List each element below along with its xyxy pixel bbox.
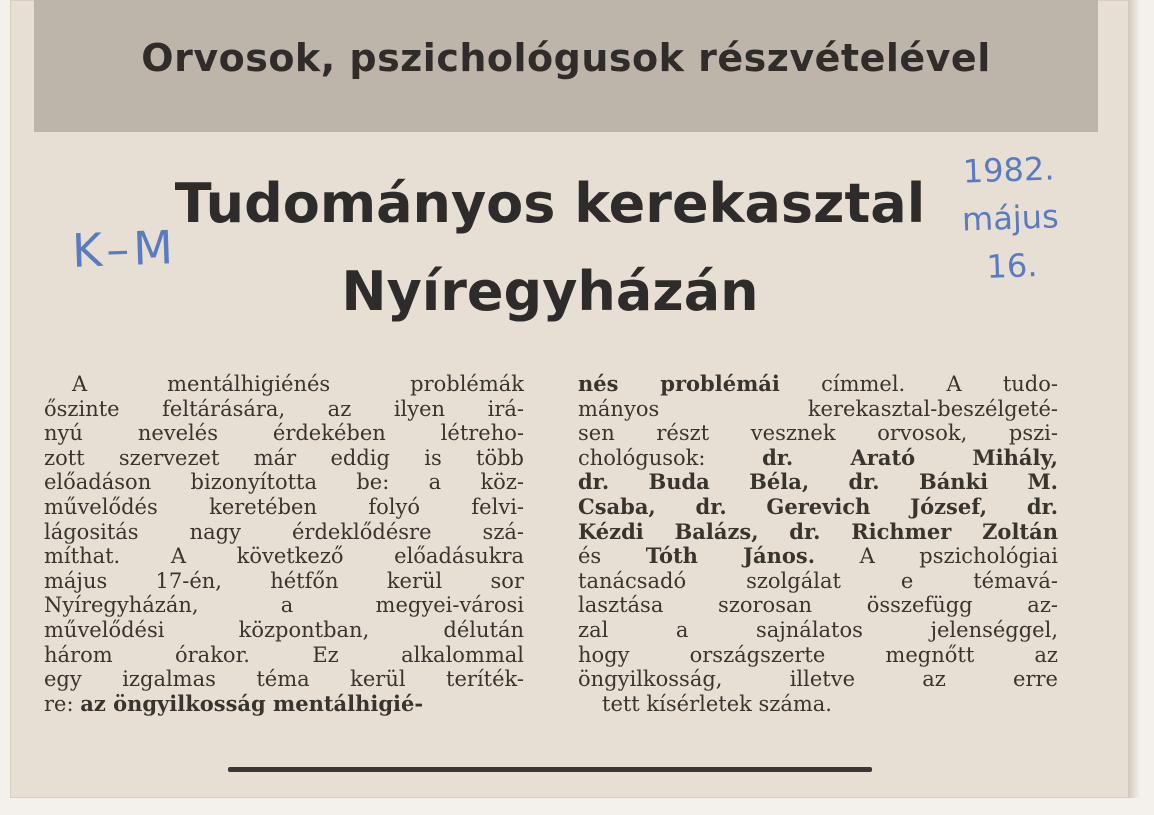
participant-names: Kézdi Balázs, dr. Richmer Zoltán	[578, 518, 1058, 544]
text-line: művelődési központban, délután	[44, 617, 524, 642]
newspaper-clipping	[10, 0, 1140, 798]
handwritten-day: 16.	[985, 246, 1039, 286]
headline-line-1: Tudományos kerekasztal	[174, 172, 926, 235]
text-line: sen részt vesznek orvosok, pszi-	[578, 421, 1058, 446]
divider-rule	[228, 767, 872, 772]
text-line: Nyíregyházán, a megyei-városi	[44, 593, 524, 618]
kicker-band	[34, 0, 1098, 132]
text-line: zal a sajnálatos jelenséggel,	[578, 617, 1058, 642]
participant-names: Csaba, dr. Gerevich József, dr.	[578, 493, 1058, 519]
text-line: előadáson bizonyította be: a köz-	[44, 470, 524, 495]
text-line: tanácsadó szolgálat e témavá-	[578, 568, 1058, 593]
text-line: zott szervezet már eddig is több	[44, 445, 524, 470]
text-fragment: chológusok:	[578, 445, 706, 470]
text-line: nyú nevelés érdekében létreho-	[44, 421, 524, 446]
text-line: A mentálhigiénés problémák	[72, 372, 524, 396]
text-line: május 17-én, hétfőn kerül sor	[44, 568, 524, 593]
text-line: lasztása szorosan összefügg az-	[578, 593, 1058, 618]
text-fragment: címmel. A tudo-	[821, 372, 1058, 396]
text-line	[578, 372, 1058, 397]
participant-names: dr. Buda Béla, dr. Bánki M.	[578, 469, 1058, 495]
participant-names: Tóth János.	[645, 543, 816, 569]
participant-names: dr. Arató Mihály,	[762, 444, 1058, 470]
text-line	[44, 692, 524, 717]
text-line: három órakor. Ez alkalommal	[44, 642, 524, 667]
text-fragment: A pszichológiai	[859, 544, 1058, 569]
article-column-left	[44, 372, 524, 716]
text-line: művelődés keretében folyó felvi-	[44, 494, 524, 519]
text-line	[578, 470, 1058, 495]
handwritten-code: K–M	[71, 220, 178, 278]
text-line	[578, 495, 1058, 520]
text-line: tett kísérletek száma.	[602, 691, 832, 716]
kicker-title: Orvosok, pszichológusok részvételével	[141, 36, 991, 80]
text-line: egy izgalmas téma kerül teríték-	[44, 667, 524, 692]
text-line: míthat. A következő előadásukra	[44, 544, 524, 569]
text-line: lágositás nagy érdeklődésre szá-	[44, 519, 524, 544]
handwritten-year: 1982.	[962, 149, 1056, 191]
text-line: mányos kerekasztal-beszélgeté-	[578, 396, 1058, 421]
bold-topic: az öngyilkosság mentálhigié-	[80, 690, 424, 716]
handwritten-month: május	[961, 197, 1060, 239]
article-column-right	[578, 372, 1058, 716]
handwritten-date	[960, 144, 1062, 291]
text-fragment: re:	[44, 691, 74, 716]
bold-topic-end: nés problémái	[578, 371, 780, 396]
text-line: hogy országszerte megnőtt az	[578, 642, 1058, 667]
headline-line-2: Nyíregyházán	[341, 260, 759, 323]
headline	[130, 160, 970, 336]
text-line	[578, 446, 1058, 471]
text-line: öngyilkosság, illetve az erre	[578, 667, 1058, 692]
text-fragment: és	[578, 544, 602, 569]
text-line	[578, 544, 1058, 569]
text-line: őszinte feltárására, az ilyen irá-	[44, 396, 524, 421]
text-line	[578, 520, 1058, 545]
